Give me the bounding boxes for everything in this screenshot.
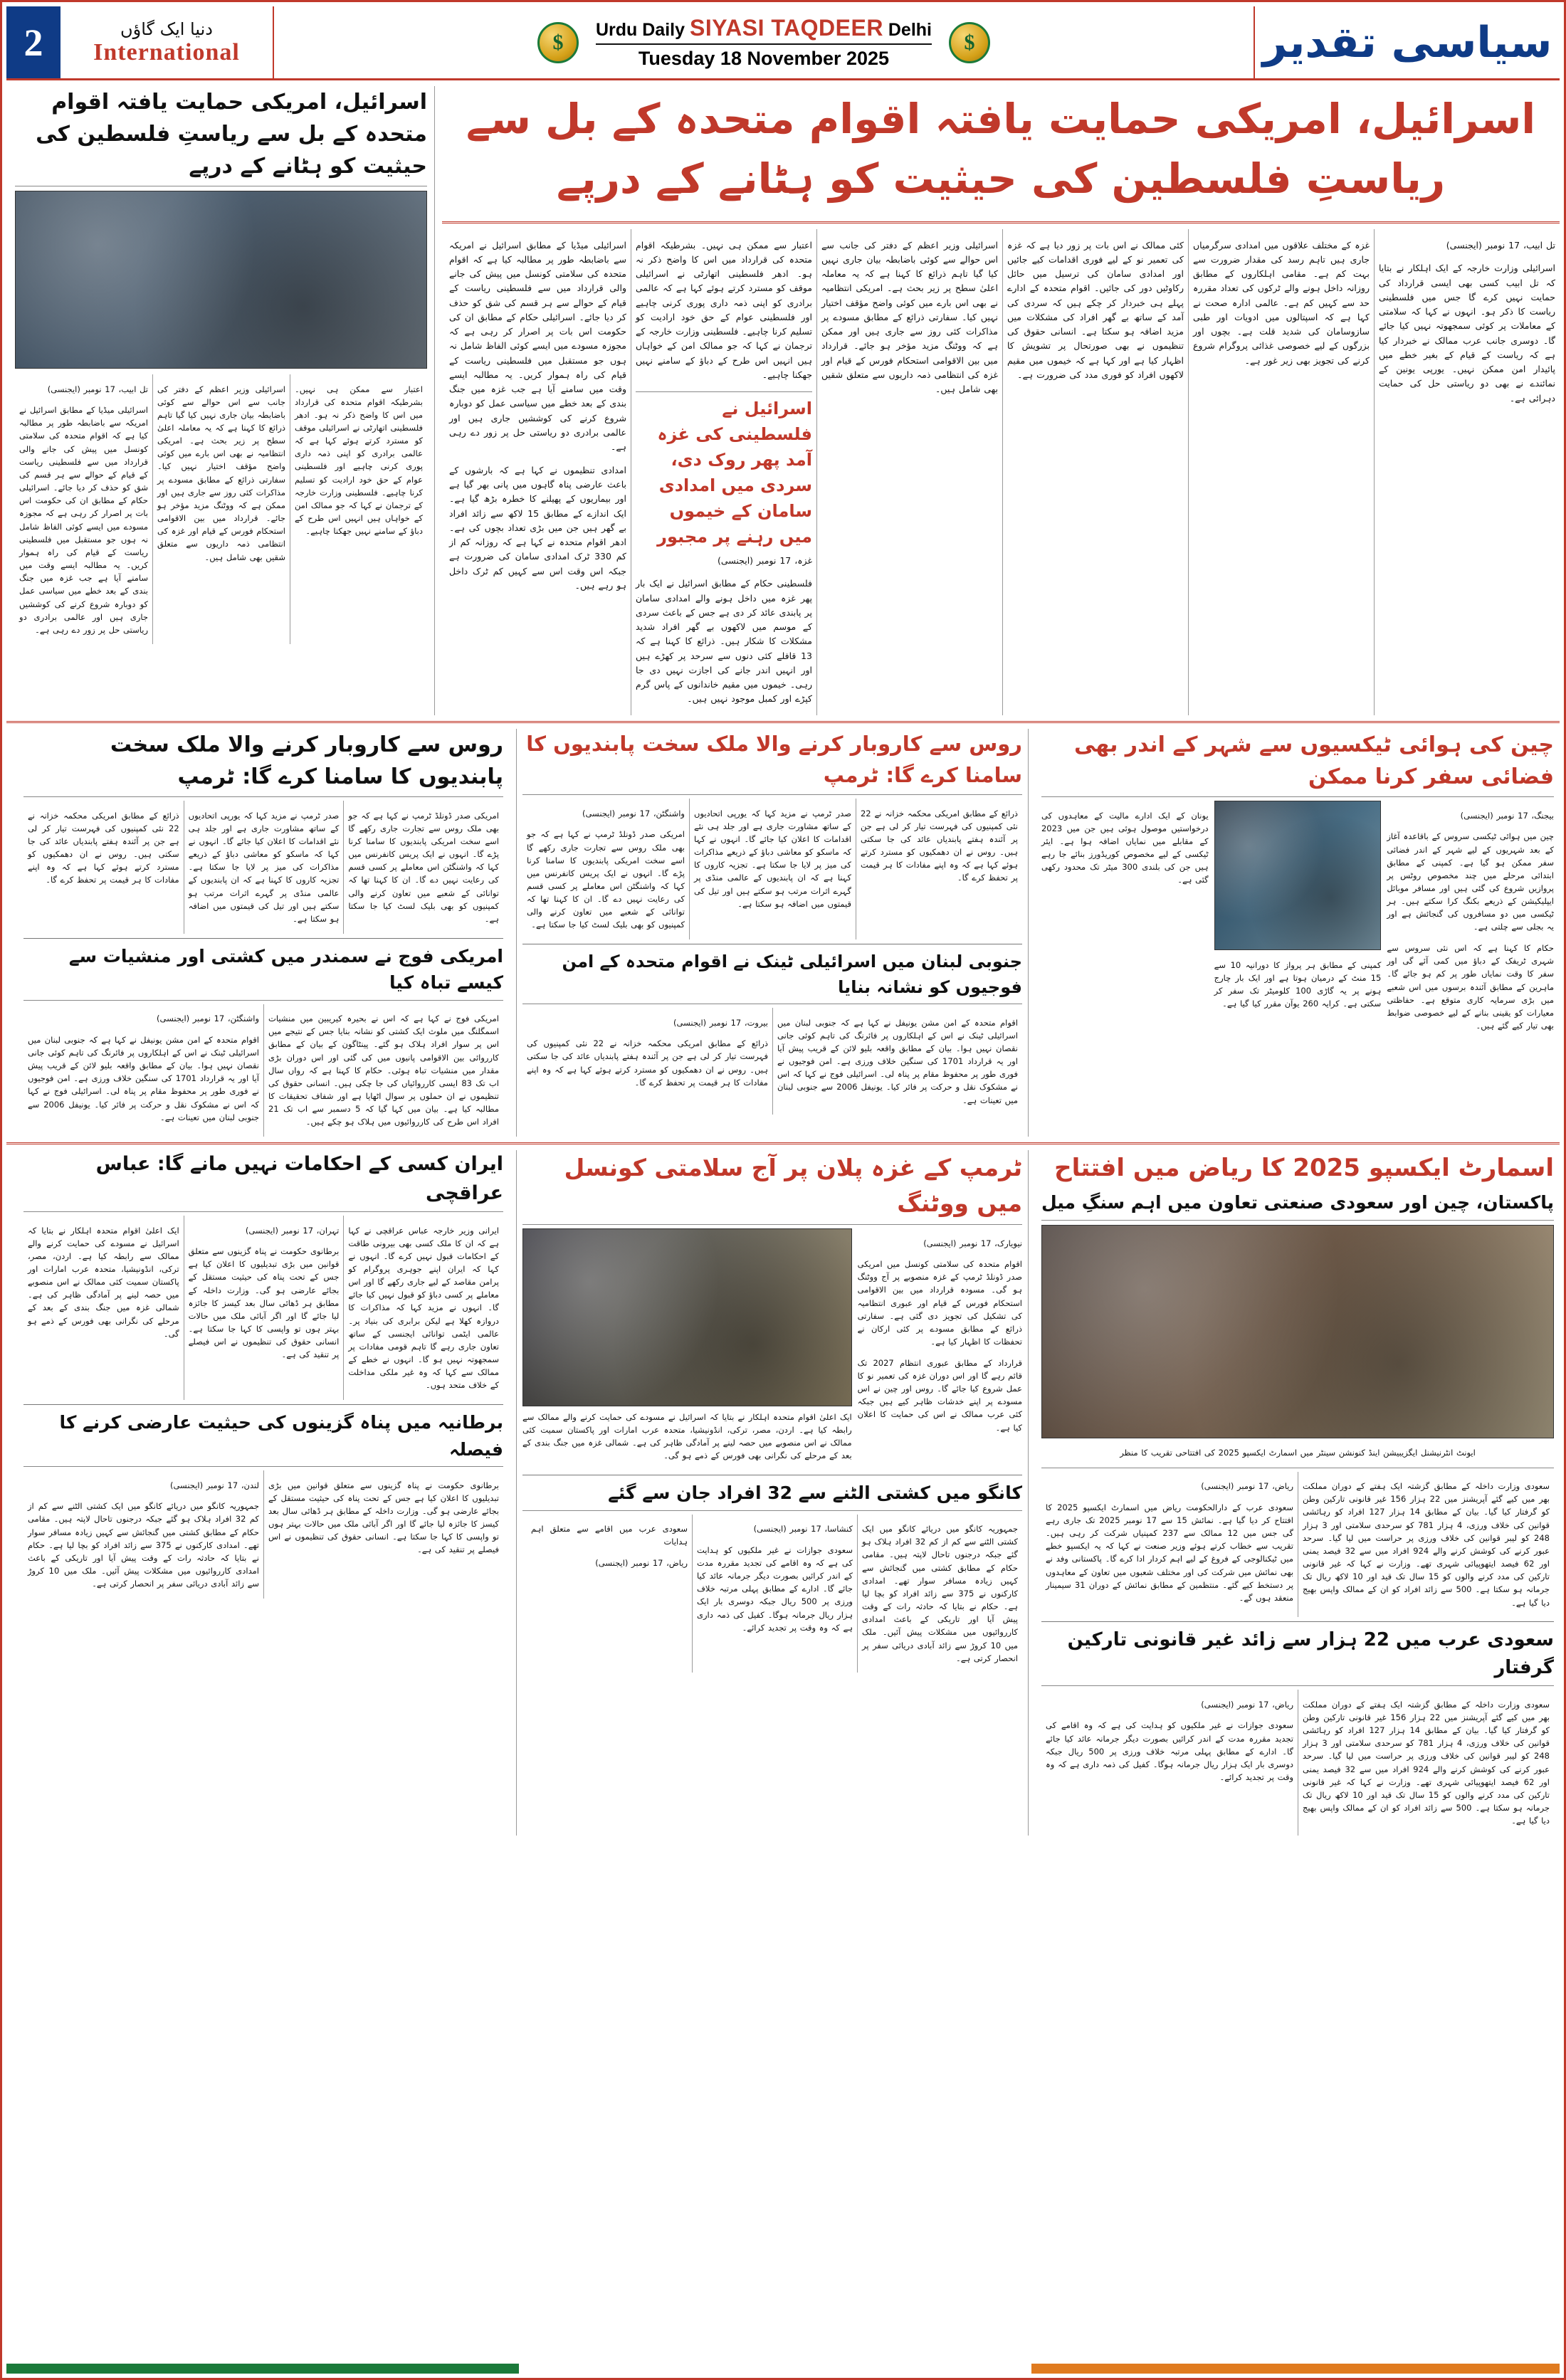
britain-col-1 (263, 1470, 503, 1599)
britain-cols (23, 1470, 503, 1599)
lebanon-body: اقوام متحدہ کے امن مشن یونیفل نے کہا ہے کہ جنوبی لبنان میں اسرائیلی ٹینک نے اس کے اہلکاروں پر فائرنگ کی تاہم کوئی جانی نقصان نہیں ہوا۔ بیان کے مطابق واقعہ بلیو لائن کے قریب پیش آیا اور یہ قرارداد 1701 کی سنگین خلاف ورزی ہے۔ امن فوجیوں نے فوری طور پر محفوظ مقام پر پناہ لی۔ اسرائیلی فوج نے کہا کہ اس نے مشکوک نقل و حرکت پر فائر کیا۔ یونیفل 2006 سے جنوبی لبنان میں تعینات ہے۔ (777, 1017, 1019, 1105)
china-taxi-col-2 (1214, 801, 1382, 1041)
aid-story-body1: فلسطینی حکام کے مطابق اسرائیل نے ایک بار پھر غزہ میں داخل ہونے والے امدادی سامان پر پابندی عائد کر دی ہے جس کے باعث سردی کے موسم میں لاکھوں بے گھر افراد شدید مشکلات کا شکار ہیں۔ ذرائع کا کہنا ہے کہ 13 قافلے کئی دنوں سے سرحد پر کھڑے ہیں اور انہیں اندر جانے کی اجازت نہیں دی جا رہی۔ خیموں میں مقیم خاندانوں کے پاس گرم کپڑے اور کمبل موجود نہیں ہیں۔ (636, 578, 812, 705)
saudi-arrests-headline: سعودی عرب میں 22 ہزار سے زائد غیر قانونی تارکین گرفتار (1067, 1629, 1554, 1679)
lead-left-block (15, 86, 435, 715)
trump-russia-body3: ذرائع کے مطابق امریکی محکمہ خزانہ نے 22 نئی کمپنیوں کی فہرست تیار کر لی ہے جن پر آئندہ ہفتے پابندیاں عائد کی جا سکتی ہیں۔ روس نے ان دھمکیوں کو مسترد کرتے ہوئے کہا ہے کہ وہ اپنے مفادات کا ہر قیمت پر تحفظ کرے گا۔ (860, 808, 1018, 883)
lead-col-5 (631, 229, 816, 715)
lead-left-col-1 (290, 374, 427, 644)
saudi-arrests-cols (1041, 1690, 1554, 1836)
trump-navy-block (18, 729, 509, 1137)
trump-left-col-3 (23, 801, 184, 933)
city-label: Delhi (888, 19, 932, 40)
iran-col-2 (184, 1216, 344, 1400)
middle-section (6, 729, 1560, 1137)
trump-left-body3: ذرائع کے مطابق امریکی محکمہ خزانہ نے 22 نئی کمپنیوں کی فہرست تیار کر لی ہے جن پر آئندہ ہفتے پابندیاں عائد کی جا سکتی ہیں۔ روس نے ان دھمکیوں کو مسترد کرتے ہوئے کہا ہے کہ وہ اپنے مفادات کا ہر قیمت پر تحفظ کرے گا۔ (28, 810, 179, 885)
masthead-center (274, 6, 1254, 78)
trump-left-body2: صدر ٹرمپ نے مزید کہا کہ یورپی اتحادیوں کے ساتھ مشاورت جاری ہے اور جلد ہی نئے اقدامات کا اعلان کیا جائے گا۔ انہوں نے کہا کہ ماسکو کو معاشی دباؤ کے ذریعے مذاکرات کی میز پر لایا جا سکتا ہے۔ تجزیہ کاروں کا کہنا ہے کہ ان پابندیوں کے عالمی منڈی پر گہرے اثرات مرتب ہو سکتے ہیں اور تیل کی قیمتوں میں اضافہ ہو سکتا ہے۔ (188, 810, 340, 924)
us-navy-body-2: اقوام متحدہ کے امن مشن یونیفل نے کہا ہے کہ جنوبی لبنان میں اسرائیلی ٹینک نے اس کے اہلکاروں پر فائرنگ کی تاہم کوئی جانی نقصان نہیں ہوا۔ بیان کے مطابق واقعہ بلیو لائن کے قریب پیش آیا اور یہ قرارداد 1701 کی سنگین خلاف ورزی ہے۔ امن فوجیوں نے فوری طور پر محفوظ مقام پر پناہ لی۔ اسرائیلی فوج نے کہا کہ اس نے مشکوک نقل و حرکت پر فائر کیا۔ یونیفل 2006 سے جنوبی لبنان میں تعینات ہے۔ (28, 1034, 259, 1122)
masthead-title-block (596, 15, 932, 70)
lead-main (442, 86, 1560, 715)
china-taxi-block (1036, 729, 1560, 1137)
smart-expo-subhead: پاکستان، چین اور سعودی صنعتی تعاون میں اہم سنگِ میل (1041, 1192, 1554, 1213)
smart-expo-caption: ایونٹ انٹرنیشنل ایگزیبیشن اینڈ کنونشن سینٹر میں اسمارٹ ایکسپو 2025 کی افتتاحی تقریب کا منظر (1120, 1448, 1476, 1458)
iran-body-3: ایک اعلیٰ اقوام متحدہ اہلکار نے بتایا کہ اسرائیل نے مسودے کی حمایت کرنے والے ممالک سے رابطہ کیا ہے۔ اردن، مصر، ترکی، انڈونیشیا، متحدہ عرب امارات اور پاکستان سمیت کئی ممالک نے اس منصوبے میں حصہ لینے پر آمادگی ظاہر کی ہے۔ شمالی غزہ میں جنگ بندی کے بعد کے مرحلے کی نگرانی بھی فورس کے ذمے ہو گی۔ (28, 1225, 179, 1339)
china-taxi-headline: چین کی ہوائی ٹیکسیوں سے شہر کے اندر بھی فضائی سفر کرنا ممکن (1073, 732, 1554, 790)
gaza-vote-photo (522, 1228, 852, 1406)
us-navy-body: امریکی فوج نے کہا ہے کہ اس نے بحیرہ کیریبین میں منشیات اسمگلنگ میں ملوث ایک کشتی کو نشانہ بنایا جس کے نتیجے میں اس پر سوار افراد ہلاک ہو گئے۔ پینٹاگون کے بیان کے مطابق کارروائی بین الاقوامی پانیوں میں کی گئی اور اس دوران بڑی مقدار میں منشیات تباہ ہوئی۔ حکام کا کہنا ہے کہ رواں سال اب تک 83 ایسی کارروائیاں کی جا چکی ہیں۔ انسانی حقوق کی تنظیموں نے ان حملوں پر سوال اٹھایا ہے اور شفاف تحقیقات کا مطالبہ کیا ہے۔ بیان میں کہا گیا کہ 5 دسمبر سے اب تک 21 افراد اس طرح کی کارروائیوں میں ہلاک ہو چکے ہیں۔ (268, 1013, 500, 1127)
smart-expo-col-2 (1041, 1472, 1298, 1618)
saudi-arrests-dateline: ریاض، 17 نومبر (ایجنسی) (1201, 1699, 1293, 1710)
trump-russia-cols (522, 799, 1022, 939)
lead-left-col-3 (15, 374, 152, 644)
intl-word-label: International (93, 38, 240, 65)
gaza-vote-body2: قرارداد کے مطابق عبوری انتظام 2027 تک قائم رہے گا اور اس دوران غزہ کی تعمیر نو کا عمل شروع کیا جائے گا۔ روس اور چین نے اس مسودے پر اپنے خدشات ظاہر کیے ہیں جبکہ کئی عرب ممالک نے اس کی حمایت کا اعلان کیا ہے۔ (857, 1357, 1022, 1433)
lead-left-col3-dateline: تل ابیب، 17 نومبر (ایجنسی) (47, 384, 148, 394)
britain-dateline: لندن، 17 نومبر (ایجنسی) (169, 1480, 259, 1490)
footer-color-strip (6, 2364, 1560, 2374)
britain-headline: برطانیہ میں پناہ گزینوں کی حیثیت عارضی کرنے کا فیصلہ (59, 1412, 503, 1460)
congo-body: جمہوریہ کانگو میں دریائے کانگو میں ایک کشتی الٹنے سے کم از کم 32 افراد ہلاک ہو گئے جبکہ درجنوں تاحال لاپتہ ہیں۔ مقامی حکام کے مطابق کشتی میں گنجائش سے کہیں زیادہ مسافر سوار تھے۔ امدادی کارکنوں نے 375 سے زائد افراد کو بچا لیا ہے۔ حکام نے بتایا کہ حادثہ رات کے وقت پیش آیا اور تاریکی کے باعث امدادی کارروائیوں میں مشکلات پیش آئیں۔ ملک میں 10 کروڑ سے زائد آبادی دریائی سفر پر انحصار کرتی ہے۔ (862, 1524, 1018, 1663)
iran-col-1 (343, 1216, 503, 1400)
smart-expo-headline: اسمارٹ ایکسپو 2025 کا ریاض میں افتتاح (1054, 1154, 1554, 1182)
gaza-vote-headline: ٹرمپ کے غزہ پلان پر آج سلامتی کونسل میں ووٹنگ (564, 1154, 1022, 1217)
smart-expo-block (1036, 1150, 1560, 1836)
lead-col2-body: غزہ کے مختلف علاقوں میں امدادی سرگرمیاں جاری ہیں تاہم رسد کی مقدار ضرورت سے بہت کم ہے۔ مقامی اہلکاروں کے مطابق روزانہ داخل ہونے والے ٹرکوں کی تعداد مقررہ حد سے کہیں کم ہے۔ عالمی ادارہ صحت نے کہا ہے کہ اسپتالوں میں ادویات اور طبی سازوسامان کی شدید قلت ہے۔ بچوں اور بزرگوں کے لیے خصوصی غذائی پروگرام شروع کرنے کی تجویز بھی زیر غور ہے۔ (1193, 239, 1370, 366)
gaza-vote-body3: ایک اعلیٰ اقوام متحدہ اہلکار نے بتایا کہ اسرائیل نے مسودے کی حمایت کرنے والے ممالک سے رابطہ کیا ہے۔ اردن، مصر، ترکی، انڈونیشیا، متحدہ عرب امارات اور پاکستان سمیت کئی ممالک نے اس منصوبے میں حصہ لینے پر آمادگی ظاہر کی ہے۔ شمالی غزہ میں جنگ بندی کے بعد کے مرحلے کی نگرانی بھی فورس کے ذمے ہو گی۔ (522, 1412, 852, 1461)
lead-section (6, 86, 1560, 715)
saudi-residency-dateline: ریاض، 17 نومبر (ایجنسی) (595, 1557, 688, 1568)
saudi-residency-headline-text: سعودی عرب میں اقامے سے متعلق اہم ہدایات (531, 1524, 688, 1547)
china-taxi-photo (1214, 801, 1382, 950)
gaza-vote-block (516, 1150, 1029, 1836)
smart-expo-col-1 (1298, 1472, 1554, 1618)
congo-col-2 (692, 1515, 857, 1673)
aid-story-headline: اسرائیل نے فلسطینی کی غزہ آمد پھر روک دی، سردی میں امدادی سامان کے خیموں میں رہنے پر مجبور (657, 398, 812, 547)
trump-russia-headline: روس سے کاروبار کرنے والا ملک سخت پابندیوں کا سامنا کرے گا: ٹرمپ (526, 732, 1022, 787)
iran-cols (23, 1216, 503, 1400)
iran-col-3 (23, 1216, 184, 1400)
masthead (6, 6, 1560, 80)
lead-col4-body: اسرائیلی وزیر اعظم کے دفتر کی جانب سے اس حوالے سے کوئی باضابطہ بیان جاری نہیں کیا گیا تاہم ذرائع کا کہنا ہے کہ یہ معاملہ اعلیٰ سطح پر زیر بحث ہے۔ امریکی انتظامیہ نے بھی اس بارے میں کوئی واضح مؤقف اختیار نہیں کیا۔ سفارتی ذرائع کے مطابق مسودے پر مذاکرات کئی روز سے جاری ہیں اور ممکن ہے کہ ووٹنگ مزید مؤخر ہو جائے۔ قرارداد میں بین الاقوامی استحکام فورس کے قیام اور غزہ کی انتظامی ذمہ داریوں سے متعلق شقیں بھی شامل ہیں۔ (821, 239, 998, 395)
lead-photo (15, 191, 427, 369)
page-number: 2 (6, 6, 61, 78)
lead-col5-body: اعتبار سے ممکن ہی نہیں۔ بشرطیکہ اقوام متحدہ کی قرارداد میں اس کا واضح ذکر نہ ہو۔ ادھر فلسطینی اتھارٹی نے اسرائیلی موقف کو مسترد کرتے ہوئے کہا ہے کہ عالمی برادری کو اپنی ذمہ داری پوری کرنی چاہیے اور فلسطینی عوام کے حق خود ارادیت کو تسلیم کرنا چاہیے۔ فلسطینی وزارت خارجہ کے ترجمان نے کہا کہ جو ممالک امن کے خواہاں ہیں انہیں اس طرح کے دباؤ کے سامنے نہیں جھکنا چاہیے۔ (636, 239, 812, 380)
daily-label: Urdu Daily (595, 19, 685, 40)
congo-dateline: کنشاسا، 17 نومبر (ایجنسی) (753, 1524, 853, 1534)
trump-russia-body2: صدر ٹرمپ نے مزید کہا کہ یورپی اتحادیوں کے ساتھ مشاورت جاری ہے اور جلد ہی نئے اقدامات کا اعلان کیا جائے گا۔ انہوں نے کہا کہ ماسکو کو معاشی دباؤ کے ذریعے مذاکرات کی میز پر لایا جا سکتا ہے۔ تجزیہ کاروں کا کہنا ہے کہ ان پابندیوں کے عالمی منڈی پر گہرے اثرات مرتب ہو سکتے ہیں اور تیل کی قیمتوں میں اضافہ ہو سکتا ہے۔ (693, 808, 851, 909)
gaza-vote-dateline: نیویارک، 17 نومبر (ایجنسی) (923, 1238, 1022, 1248)
smart-expo-photo (1041, 1225, 1554, 1438)
lead-columns (442, 229, 1560, 715)
coin-icon-right: $ (949, 22, 990, 63)
lead-col-1 (1374, 229, 1560, 715)
lebanon-col-2 (522, 1008, 772, 1115)
lead-headline: اسرائیل، امریکی حمایت یافتہ اقوام متحدہ کے بل سے ریاستِ فلسطین کی حیثیت کو ہٹانے کے درپے (466, 95, 1536, 204)
masthead-date: Tuesday 18 November 2025 (596, 43, 932, 70)
iran-body-2: برطانوی حکومت نے پناہ گزینوں سے متعلق قوانین میں بڑی تبدیلیوں کا اعلان کیا ہے جس کے تحت پناہ کی حیثیت مستقل کے بجائے عارضی ہو گی۔ وزارت داخلہ کے مطابق ہر ڈھائی سال بعد کیسز کا جائزہ لیا جائے گا اور اگر آبائی ملک میں حالات بہتر ہوں تو واپسی کا کہا جا سکتا ہے۔ انسانی حقوق کی تنظیموں نے اس فیصلے پر تنقید کی ہے۔ (188, 1246, 340, 1360)
masthead-line1 (596, 15, 932, 41)
saudi-arrests-body: سعودی وزارت داخلہ کے مطابق گزشتہ ایک ہفتے کے دوران مملکت بھر میں کیے گئے آپریشنز میں 22 ہزار 156 غیر قانونی تارکین وطن کو گرفتار کیا گیا۔ بیان کے مطابق 14 ہزار 127 افراد کو رہائشی قوانین کی خلاف ورزی، 4 ہزار 781 کو سرحدی سلامتی اور 3 ہزار 248 کو لیبر قوانین کی خلاف ورزی پر حراست میں لیا گیا۔ سرحد عبور کرنے کی کوشش کرنے والے 924 افراد میں سے 32 فیصد یمنی اور 62 فیصد ایتھوپیائی شہری تھے۔ وزارت نے کہا کہ غیر قانونی تارکین کی مدد کرنے والوں کو 15 سال تک قید اور 10 لاکھ ریال تک جرمانہ ہو سکتا ہے۔ 500 سے زائد افراد کو ان کے ممالک واپس بھیج دیا گیا ہے۔ (1303, 1699, 1550, 1826)
china-taxi-body2: حکام کا کہنا ہے کہ اس نئی سروس سے شہری ٹریفک کے دباؤ میں کمی آئے گی اور سفر کا وقت نمایاں طور پر کم ہو جائے گا۔ ماہرین کے مطابق آئندہ برسوں میں اس شعبے میں بڑی سرمایہ کاری متوقع ہے۔ حفاظتی معیارات کو یقینی بنانے کے لیے خصوصی ضوابط بھی تیار کیے گئے ہیں۔ (1387, 943, 1554, 1031)
international-section-label (61, 6, 274, 78)
us-navy-dateline: واشنگٹن، 17 نومبر (ایجنسی) (157, 1013, 259, 1024)
lead-left-col1-body: اعتبار سے ممکن ہی نہیں۔ بشرطیکہ اقوام متحدہ کی قرارداد میں اس کا واضح ذکر نہ ہو۔ ادھر فلسطینی اتھارٹی نے اسرائیلی موقف کو مسترد کرتے ہوئے کہا ہے کہ عالمی برادری کو اپنی ذمہ داری پوری کرنی چاہیے اور فلسطینی عوام کے حق خود ارادیت کو تسلیم کرنا چاہیے۔ فلسطینی وزارت خارجہ کے ترجمان نے کہا کہ جو ممالک امن کے خواہاں ہیں انہیں اس طرح کے دباؤ کے سامنے نہیں جھکنا چاہیے۔ (295, 384, 423, 537)
trump-left-col-1 (343, 801, 503, 933)
congo-col-3 (527, 1515, 692, 1673)
smart-expo-body-cont: سعودی وزارت داخلہ کے مطابق گزشتہ ایک ہفتے کے دوران مملکت بھر میں کیے گئے آپریشنز میں 22 ہزار 156 غیر قانونی تارکین وطن کو گرفتار کیا گیا۔ بیان کے مطابق 14 ہزار 127 افراد کو رہائشی قوانین کی خلاف ورزی، 4 ہزار 781 کو سرحدی سلامتی اور 3 ہزار 248 کو لیبر قوانین کی خلاف ورزی پر حراست میں لیا گیا۔ سرحد عبور کرنے کی کوشش کرنے والے 924 افراد میں سے 32 فیصد یمنی اور 62 فیصد ایتھوپیائی شہری تھے۔ وزارت نے کہا کہ غیر قانونی تارکین کی مدد کرنے والوں کو 15 سال تک قید اور 10 لاکھ ریال تک جرمانہ ہو سکتا ہے۔ 500 سے زائد افراد کو ان کے ممالک واپس بھیج دیا گیا ہے۔ (1303, 1481, 1550, 1608)
lead-left-headline: اسرائیل، امریکی حمایت یافتہ اقوام متحدہ کے بل سے ریاستِ فلسطین کی حیثیت کو ہٹانے کے درپے (36, 90, 427, 179)
china-taxi-col-1 (1387, 801, 1554, 1041)
iran-body: ایرانی وزیر خارجہ عباس عراقچی نے کہا ہے کہ ان کا ملک کسی بھی بیرونی طاقت کے احکامات قبول نہیں کرے گا۔ انہوں نے کہا کہ ایران اپنے جوہری پروگرام کو پرامن مقاصد کے لیے جاری رکھے گا اور اس معاملے پر کسی دباؤ کو قبول نہیں کیا جائے گا۔ انہوں نے مزید کہا کہ مذاکرات کا دروازہ کھلا ہے لیکن برابری کی بنیاد پر۔ عالمی ایٹمی توانائی ایجنسی کے ساتھ تعاون جاری رہے گا تاہم قومی مفادات پر سمجھوتہ نہیں ہو گا۔ انہوں نے خطے کے ممالک سے کہا کہ وہ غیر ملکی مداخلت کے خلاف متحد ہوں۔ (348, 1225, 499, 1391)
lead-left-col-2 (152, 374, 290, 644)
trump-headline-left: روس سے کاروبار کرنے والا ملک سخت پابندیوں کا سامنا کرے گا: ٹرمپ (110, 732, 503, 790)
logo-urdu-text: سیاسی تقدیر (1262, 17, 1552, 68)
saudi-residency-body: سعودی جوازات نے غیر ملکیوں کو ہدایت کی ہے کہ وہ اقامے کی تجدید مقررہ مدت کے اندر کرائیں بصورت دیگر جرمانہ عائد کیا جائے گا۔ ادارے کے مطابق پہلی مرتبہ خلاف ورزی پر 500 ریال جبکہ دوسری بار ایک ہزار ریال جرمانہ ہوگا۔ کفیل کی ذمہ داری ہے کہ وہ وقت پر تجدید کرائے۔ (1046, 1720, 1293, 1782)
lebanon-col-1 (772, 1008, 1022, 1115)
lead-col3-body: کئی ممالک نے اس بات پر زور دیا ہے کہ غزہ کی تعمیر نو کے لیے فوری اقدامات کیے جائیں اور امدادی سامان کی ترسیل میں حائل رکاوٹیں دور کی جائیں۔ اقوام متحدہ کے ادارے پہلے ہی خبردار کر چکے ہیں کہ سردی کی آمد کے ساتھ بے گھر افراد کی مشکلات میں مزید اضافہ ہو سکتا ہے۔ انسانی حقوق کی تنظیموں نے بھی صورتحال پر تشویش کا اظہار کیا ہے اور کہا ہے کہ خیموں میں مقیم لاکھوں افراد کو فوری مدد کی ضرورت ہے۔ (1007, 239, 1184, 380)
trump-left-body1: امریکی صدر ڈونلڈ ٹرمپ نے کہا ہے کہ جو بھی ملک روس سے تجارت جاری رکھے گا اسے سخت امریکی پابندیوں کا سامنا کرنا پڑے گا۔ انہوں نے ایک پریس کانفرنس میں کہا کہ واشنگٹن اس معاملے پر کسی قسم کی رعایت نہیں دے گا۔ ان کا کہنا تھا کہ توانائی کے شعبے میں تعاون کرنے والی کمپنیوں کو بھی بلیک لسٹ کیا جا سکتا ہے۔ (348, 810, 499, 924)
china-taxi-body1: چین میں ہوائی ٹیکسی سروس کے باقاعدہ آغاز کے بعد شہریوں کے لیے شہر کے اندر فضائی سفر ممکن ہو گیا ہے۔ کمپنی کے مطابق ابتدائی مرحلے میں چند مخصوص روٹس پر پروازیں شروع کی گئی ہیں اور مسافر موبائل ایپلیکیشن کے ذریعے بکنگ کرا سکتے ہیں۔ ہر ٹیکسی میں دو مسافروں کی گنجائش ہے اور یہ بجلی سے چلتی ہے۔ (1387, 831, 1554, 932)
lead-left-col2-body: اسرائیلی وزیر اعظم کے دفتر کی جانب سے اس حوالے سے کوئی باضابطہ بیان جاری نہیں کیا گیا تاہم ذرائع کا کہنا ہے کہ یہ معاملہ اعلیٰ سطح پر زیر بحث ہے۔ امریکی انتظامیہ نے بھی اس بارے میں کوئی واضح مؤقف اختیار نہیں کیا۔ سفارتی ذرائع کے مطابق مسودے پر مذاکرات کئی روز سے جاری ہیں اور ممکن ہے کہ ووٹنگ مزید مؤخر ہو جائے۔ قرارداد میں بین الاقوامی استحکام فورس کے قیام اور غزہ کی انتظامی ذمہ داریوں سے متعلق شقیں بھی شامل ہیں۔ (157, 384, 285, 562)
saudi-arrests-col-1 (1298, 1690, 1554, 1836)
iran-britain-block (18, 1150, 509, 1836)
brand-name: SIYASI TAQDEER (689, 14, 883, 41)
lebanon-body-2: ذرائع کے مطابق امریکی محکمہ خزانہ نے 22 نئی کمپنیوں کی فہرست تیار کر لی ہے جن پر آئندہ ہفتے پابندیاں عائد کی جا سکتی ہیں۔ روس نے ان دھمکیوں کو مسترد کرتے ہوئے کہا ہے کہ وہ اپنے مفادات کا ہر قیمت پر تحفظ کرے گا۔ (527, 1038, 768, 1088)
trump-russia-body1: امریکی صدر ڈونلڈ ٹرمپ نے کہا ہے کہ جو بھی ملک روس سے تجارت جاری رکھے گا اسے سخت امریکی پابندیوں کا سامنا کرنا پڑے گا۔ انہوں نے ایک پریس کانفرنس میں کہا کہ واشنگٹن اس معاملے پر کسی قسم کی رعایت نہیں دے گا۔ ان کا کہنا تھا کہ توانائی کے شعبے میں تعاون کرنے والی کمپنیوں کو بھی بلیک لسٹ کیا جا سکتا ہے۔ (526, 829, 685, 930)
lebanon-cols (522, 1008, 1022, 1115)
russia-lebanon-block (516, 729, 1029, 1137)
saudi-arrests-col-2 (1041, 1690, 1298, 1836)
china-taxi-body-row (1041, 801, 1554, 1041)
trump-russia-dateline: واشنگٹن، 17 نومبر (ایجنسی) (582, 808, 685, 818)
lead-col-3 (1002, 229, 1188, 715)
lead-col6-body: اسرائیلی میڈیا کے مطابق اسرائیل نے امریکہ سے باضابطہ طور پر مطالبہ کیا ہے کہ اقوام متحدہ کی سلامتی کونسل میں پیش کی جانے والی قرارداد میں سے فلسطینی ریاست کے قیام کے حوالے سے ہر قسم کی شق کو حذف کر دیا جائے۔ اسرائیلی حکام کے مطابق ان کی حکومت اس بات پر اصرار کر رہی ہے کہ مجوزہ مسودے میں ایسے کوئی الفاظ شامل نہ ہوں جو مستقبل میں فلسطینی ریاست کے قیام کی راہ ہموار کریں۔ یہ مطالبہ ایسے وقت میں سامنے آیا ہے جب غزہ میں جنگ بندی کے بعد خطے میں سیاسی عمل کو دوبارہ شروع کرنے کی کوششیں جاری ہیں اور عالمی برادری دو ریاستی حل پر زور دے رہی ہے۔ (449, 239, 626, 453)
china-taxi-side1: یونان کے ایک ادارے مالیت کے معاہدوں کی درخواستیں موصول ہوئی ہیں جن میں 2023 کے مقابلے میں نمایاں اضافہ ہوا ہے۔ ایئر ٹیکسی کے لیے مخصوص کوریڈورز بنائے جا رہے ہیں جن کی بلندی 300 میٹر تک محدود رکھی گئی ہے۔ (1041, 810, 1209, 885)
lead-left-columns (15, 374, 427, 644)
bottom-section (6, 1150, 1560, 1836)
china-taxi-col-3 (1041, 801, 1209, 1041)
us-navy-headline: امریکی فوج نے سمندر میں کشتی اور منشیات سے کیسے تباہ کیا (68, 945, 503, 994)
lead-col-6 (445, 229, 631, 715)
masthead-logo (1254, 6, 1560, 78)
lebanon-headline: جنوبی لبنان میں اسرائیلی ٹینک نے اقوام متحدہ کے امن فوجیوں کو نشانہ بنایا (562, 952, 1022, 998)
congo-col-1 (857, 1515, 1022, 1673)
gaza-vote-top-row (522, 1228, 1022, 1470)
congo-body-2: سعودی جوازات نے غیر ملکیوں کو ہدایت کی ہے کہ وہ اقامے کی تجدید مقررہ مدت کے اندر کرائیں بصورت دیگر جرمانہ عائد کیا جائے گا۔ ادارے کے مطابق پہلی مرتبہ خلاف ورزی پر 500 ریال جبکہ دوسری بار ایک ہزار ریال جرمانہ ہوگا۔ کفیل کی ذمہ داری ہے کہ وہ وقت پر تجدید کرائے۔ (697, 1544, 853, 1633)
britain-body: برطانوی حکومت نے پناہ گزینوں سے متعلق قوانین میں بڑی تبدیلیوں کا اعلان کیا ہے جس کے تحت پناہ کی حیثیت مستقل کے بجائے عارضی ہو گی۔ وزارت داخلہ کے مطابق ہر ڈھائی سال بعد کیسز کا جائزہ لیا جائے گا اور اگر آبائی ملک میں حالات بہتر ہوں تو واپسی کا کہا جا سکتا ہے۔ انسانی حقوق کی تنظیموں نے اس فیصلے پر تنقید کی ہے۔ (268, 1480, 499, 1555)
lead-col-4 (816, 229, 1002, 715)
gaza-vote-photo-col (522, 1228, 852, 1470)
china-taxi-dateline: بیجنگ، 17 نومبر (ایجنسی) (1460, 810, 1554, 821)
britain-body-2: جمہوریہ کانگو میں دریائے کانگو میں ایک کشتی الٹنے سے کم از کم 32 افراد ہلاک ہو گئے جبکہ درجنوں تاحال لاپتہ ہیں۔ مقامی حکام کے مطابق کشتی میں گنجائش سے کہیں زیادہ مسافر سوار تھے۔ امدادی کارکنوں نے 375 سے زائد افراد کو بچا لیا ہے۔ حکام نے بتایا کہ حادثہ رات کے وقت پیش آیا اور تاریکی کے باعث امدادی کارروائیوں میں مشکلات پیش آئیں۔ ملک میں 10 کروڑ سے زائد آبادی دریائی سفر پر انحصار کرتی ہے۔ (28, 1501, 259, 1589)
congo-cols (522, 1515, 1022, 1673)
smart-expo-dateline: ریاض، 17 نومبر (ایجنسی) (1201, 1481, 1293, 1492)
china-taxi-side2: کمپنی کے مطابق ہر پرواز کا دورانیہ 10 سے 15 منٹ کے درمیان ہوتا ہے اور ایک بار چارج ہونے پر یہ گاڑی 100 کلومیٹر تک سفر کر سکتی ہے۔ کرایہ 260 یوآن مقرر کیا گیا ہے۔ (1214, 959, 1382, 1009)
congo-headline: کانگو میں کشتی الٹنے سے 32 افراد جان سے گئے (608, 1483, 1022, 1504)
trump-russia-col-3 (522, 799, 689, 939)
gaza-vote-body1: اقوام متحدہ کی سلامتی کونسل میں امریکی صدر ڈونلڈ ٹرمپ کے غزہ منصوبے پر آج ووٹنگ ہو گی۔ مسودہ قرارداد میں بین الاقوامی استحکام فورس کے قیام اور عبوری انتظامیہ کی تشکیل کی تجویز دی گئی ہے۔ سفارتی ذرائع کے مطابق مسودے پر کئی ارکان نے تحفظات کا اظہار کیا ہے۔ (857, 1259, 1022, 1347)
gaza-vote-col-1 (858, 1228, 1022, 1470)
smart-expo-body: سعودی عرب کے دارالحکومت ریاض میں اسمارٹ ایکسپو 2025 کا افتتاح کر دیا گیا ہے۔ نمائش 15 سے 17 نومبر 2025 تک جاری رہے گی جس میں 12 ممالک سے 237 کمپنیاں شرکت کر رہی ہیں۔ تقریب سے خطاب کرتے ہوئے وزیر صنعت نے کہا کہ یہ ایکسپو خطے میں ٹیکنالوجی کے فروغ کے لیے اہم کردار ادا کرے گا۔ پاکستانی وفد نے بھی نمائش میں شرکت کی اور مختلف شعبوں میں تعاون کے معاہدوں پر دستخط کیے گئے۔ منتظمین کے مطابق نمائش کے دوران 31 سیمینار منعقد ہوں گے۔ (1046, 1502, 1293, 1603)
iran-headline: ایران کسی کے احکامات نہیں مانے گا: عباس عراقچی (95, 1153, 503, 1204)
lead-col1-body: اسرائیلی وزارت خارجہ کے ایک اہلکار نے بتایا کہ تل ابیب کسی بھی ایسی قرارداد کی حمایت نہیں کرے گا جس میں فلسطینی ریاست کا ذکر ہو۔ انہوں نے کہا کہ سلامتی کے معاملات پر کوئی سمجھوتہ نہیں کیا جائے گا۔ دوسری جانب عرب ممالک نے خبردار کیا ہے کہ ریاست کے قیام کے بغیر خطے میں پائیدار امن ممکن نہیں۔ یورپی یونین کے نمائندے نے بھی دو ریاستی حل کی حمایت دہرائی ہے۔ (1379, 263, 1555, 404)
lead-left-col3-body: اسرائیلی میڈیا کے مطابق اسرائیل نے امریکہ سے باضابطہ طور پر مطالبہ کیا ہے کہ اقوام متحدہ کی سلامتی کونسل میں پیش کی جانے والی قرارداد میں سے فلسطینی ریاست کے قیام کے حوالے سے ہر قسم کی شق کو حذف کر دیا جائے۔ اسرائیلی حکام کے مطابق ان کی حکومت اس بات پر اصرار کر رہی ہے کہ مجوزہ مسودے میں ایسے کوئی الفاظ شامل نہ ہوں جو مستقبل میں فلسطینی ریاست کے قیام کی راہ ہموار کریں۔ یہ مطالبہ ایسے وقت میں سامنے آیا ہے جب غزہ میں جنگ بندی کے بعد خطے میں سیاسی عمل کو دوبارہ شروع کرنے کی کوششیں جاری ہیں اور عالمی برادری دو ریاستی حل پر زور دے رہی ہے۔ (19, 405, 148, 635)
iran-dateline: تہران، 17 نومبر (ایجنسی) (245, 1225, 340, 1236)
intl-urdu-label: دنیا ایک گاؤں (120, 19, 213, 39)
coin-icon-left: $ (537, 22, 579, 63)
us-navy-cols (23, 1004, 503, 1137)
trump-left-col-2 (184, 801, 344, 933)
britain-col-2 (23, 1470, 263, 1599)
aid-story-body2: امدادی تنظیموں نے کہا ہے کہ بارشوں کے باعث عارضی پناہ گاہوں میں پانی بھر گیا ہے اور بیماریوں کے پھیلنے کا خطرہ بڑھ گیا ہے۔ ایک اندازے کے مطابق 15 لاکھ سے زائد افراد بے گھر ہیں جن میں بڑی تعداد بچوں کی ہے۔ ادھر اقوام متحدہ نے کہا ہے کہ روزانہ کم از کم 330 ٹرک امدادی سامان کی ضرورت ہے جبکہ اس وقت اس سے کہیں کم ٹرک داخل ہو رہے ہیں۔ (449, 464, 626, 591)
aid-story-dateline: غزہ، 17 نومبر (ایجنسی) (717, 554, 812, 566)
trump-left-cols (23, 801, 503, 933)
lead-col-2 (1188, 229, 1374, 715)
smart-expo-cols (1041, 1472, 1554, 1618)
trump-russia-col-1 (856, 799, 1022, 939)
lebanon-dateline: بیروت، 17 نومبر (ایجنسی) (673, 1017, 768, 1028)
us-navy-col-1 (263, 1004, 503, 1137)
us-navy-col-2 (23, 1004, 263, 1137)
lead-col1-dateline: تل ابیب، 17 نومبر (ایجنسی) (1446, 239, 1555, 251)
trump-russia-col-2 (689, 799, 856, 939)
